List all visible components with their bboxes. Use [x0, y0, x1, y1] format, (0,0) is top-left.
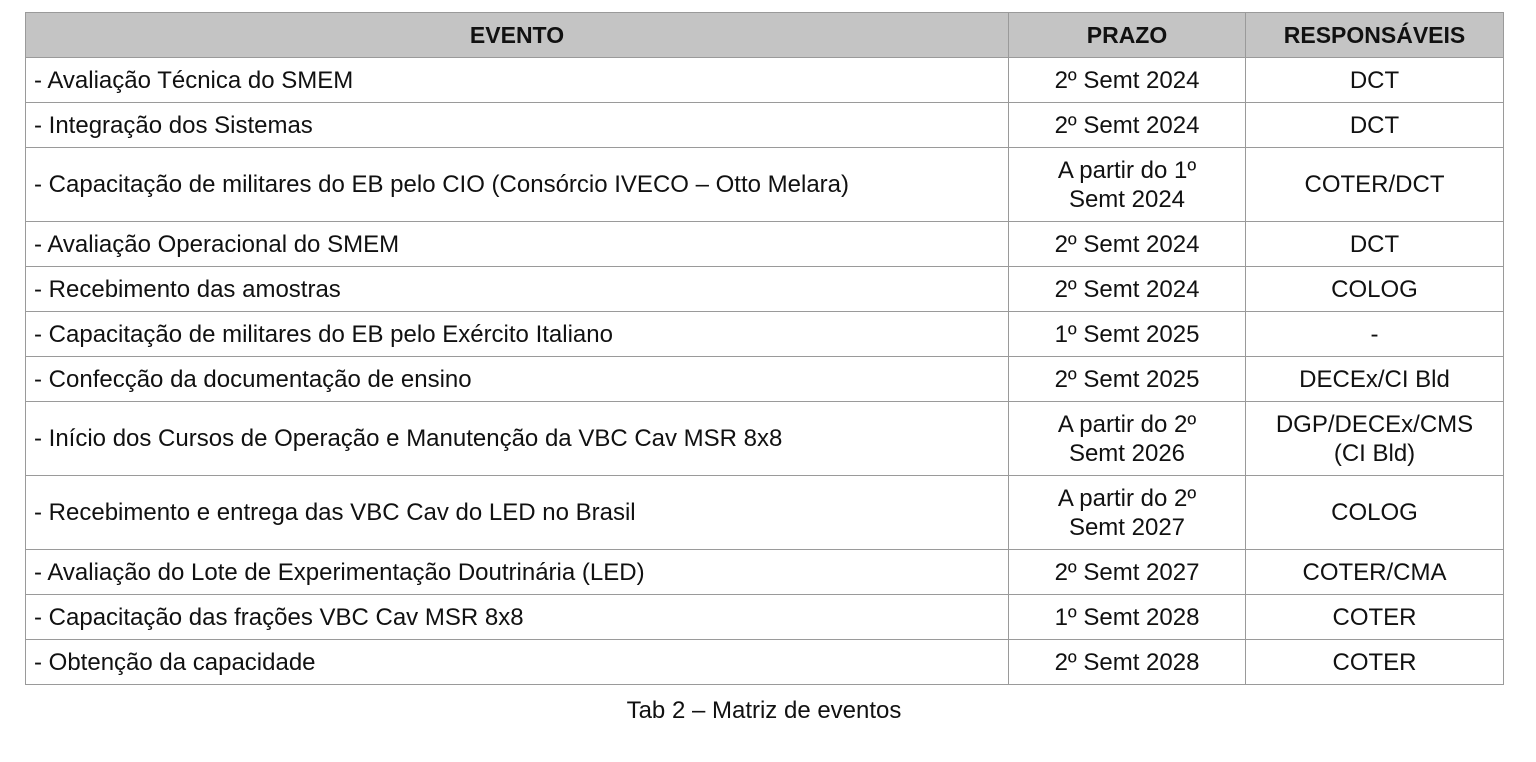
cell-evento: - Obtenção da capacidade: [26, 640, 1009, 685]
header-responsaveis: RESPONSÁVEIS: [1246, 13, 1504, 58]
cell-responsaveis: COTER/DCT: [1246, 148, 1504, 222]
cell-prazo: 1º Semt 2028: [1009, 595, 1246, 640]
table-row: [26, 640, 1504, 685]
cell-prazo: A partir do 1º Semt 2024: [1009, 148, 1246, 222]
cell-responsaveis: COLOG: [1246, 267, 1504, 312]
header-prazo: PRAZO: [1009, 13, 1246, 58]
cell-prazo: 2º Semt 2024: [1009, 267, 1246, 312]
cell-prazo: A partir do 2º Semt 2027: [1009, 476, 1246, 550]
cell-evento: - Recebimento e entrega das VBC Cav do LED no Brasil: [26, 476, 1009, 550]
table-row: [26, 267, 1504, 312]
cell-prazo: 2º Semt 2024: [1009, 222, 1246, 267]
cell-evento: - Avaliação Operacional do SMEM: [26, 222, 1009, 267]
table-row: [26, 312, 1504, 357]
cell-prazo: 2º Semt 2025: [1009, 357, 1246, 402]
cell-evento: - Início dos Cursos de Operação e Manutenção da VBC Cav MSR 8x8: [26, 402, 1009, 476]
cell-evento: - Capacitação das frações VBC Cav MSR 8x8: [26, 595, 1009, 640]
cell-responsaveis: DCT: [1246, 58, 1504, 103]
cell-evento: - Confecção da documentação de ensino: [26, 357, 1009, 402]
cell-responsaveis: COTER: [1246, 595, 1504, 640]
cell-prazo: 2º Semt 2024: [1009, 58, 1246, 103]
cell-evento: - Capacitação de militares do EB pelo Exército Italiano: [26, 312, 1009, 357]
table-row: [26, 357, 1504, 402]
table-row: [26, 58, 1504, 103]
cell-prazo: A partir do 2º Semt 2026: [1009, 402, 1246, 476]
table-row: [26, 222, 1504, 267]
cell-responsaveis: DCT: [1246, 222, 1504, 267]
cell-evento: - Integração dos Sistemas: [26, 103, 1009, 148]
table-header-row: [26, 13, 1504, 58]
table-row: [26, 103, 1504, 148]
cell-responsaveis: DGP/DECEx/CMS (CI Bld): [1246, 402, 1504, 476]
cell-prazo: 1º Semt 2025: [1009, 312, 1246, 357]
cell-responsaveis: COLOG: [1246, 476, 1504, 550]
table-caption: Tab 2 – Matriz de eventos: [626, 697, 902, 724]
cell-responsaveis: DCT: [1246, 103, 1504, 148]
cell-prazo: 2º Semt 2027: [1009, 550, 1246, 595]
cell-evento: - Capacitação de militares do EB pelo CIO (Consórcio IVECO – Otto Melara): [26, 148, 1009, 222]
events-matrix-table: [25, 12, 1504, 685]
table-row: [26, 148, 1504, 222]
header-evento: EVENTO: [26, 13, 1009, 58]
cell-responsaveis: COTER: [1246, 640, 1504, 685]
cell-responsaveis: COTER/CMA: [1246, 550, 1504, 595]
table-row: [26, 595, 1504, 640]
cell-responsaveis: -: [1246, 312, 1504, 357]
cell-prazo: 2º Semt 2028: [1009, 640, 1246, 685]
table-row: [26, 476, 1504, 550]
cell-evento: - Avaliação do Lote de Experimentação Doutrinária (LED): [26, 550, 1009, 595]
cell-responsaveis: DECEx/CI Bld: [1246, 357, 1504, 402]
cell-evento: - Avaliação Técnica do SMEM: [26, 58, 1009, 103]
cell-prazo: 2º Semt 2024: [1009, 103, 1246, 148]
cell-evento: - Recebimento das amostras: [26, 267, 1009, 312]
table-row: [26, 550, 1504, 595]
table-row: [26, 402, 1504, 476]
